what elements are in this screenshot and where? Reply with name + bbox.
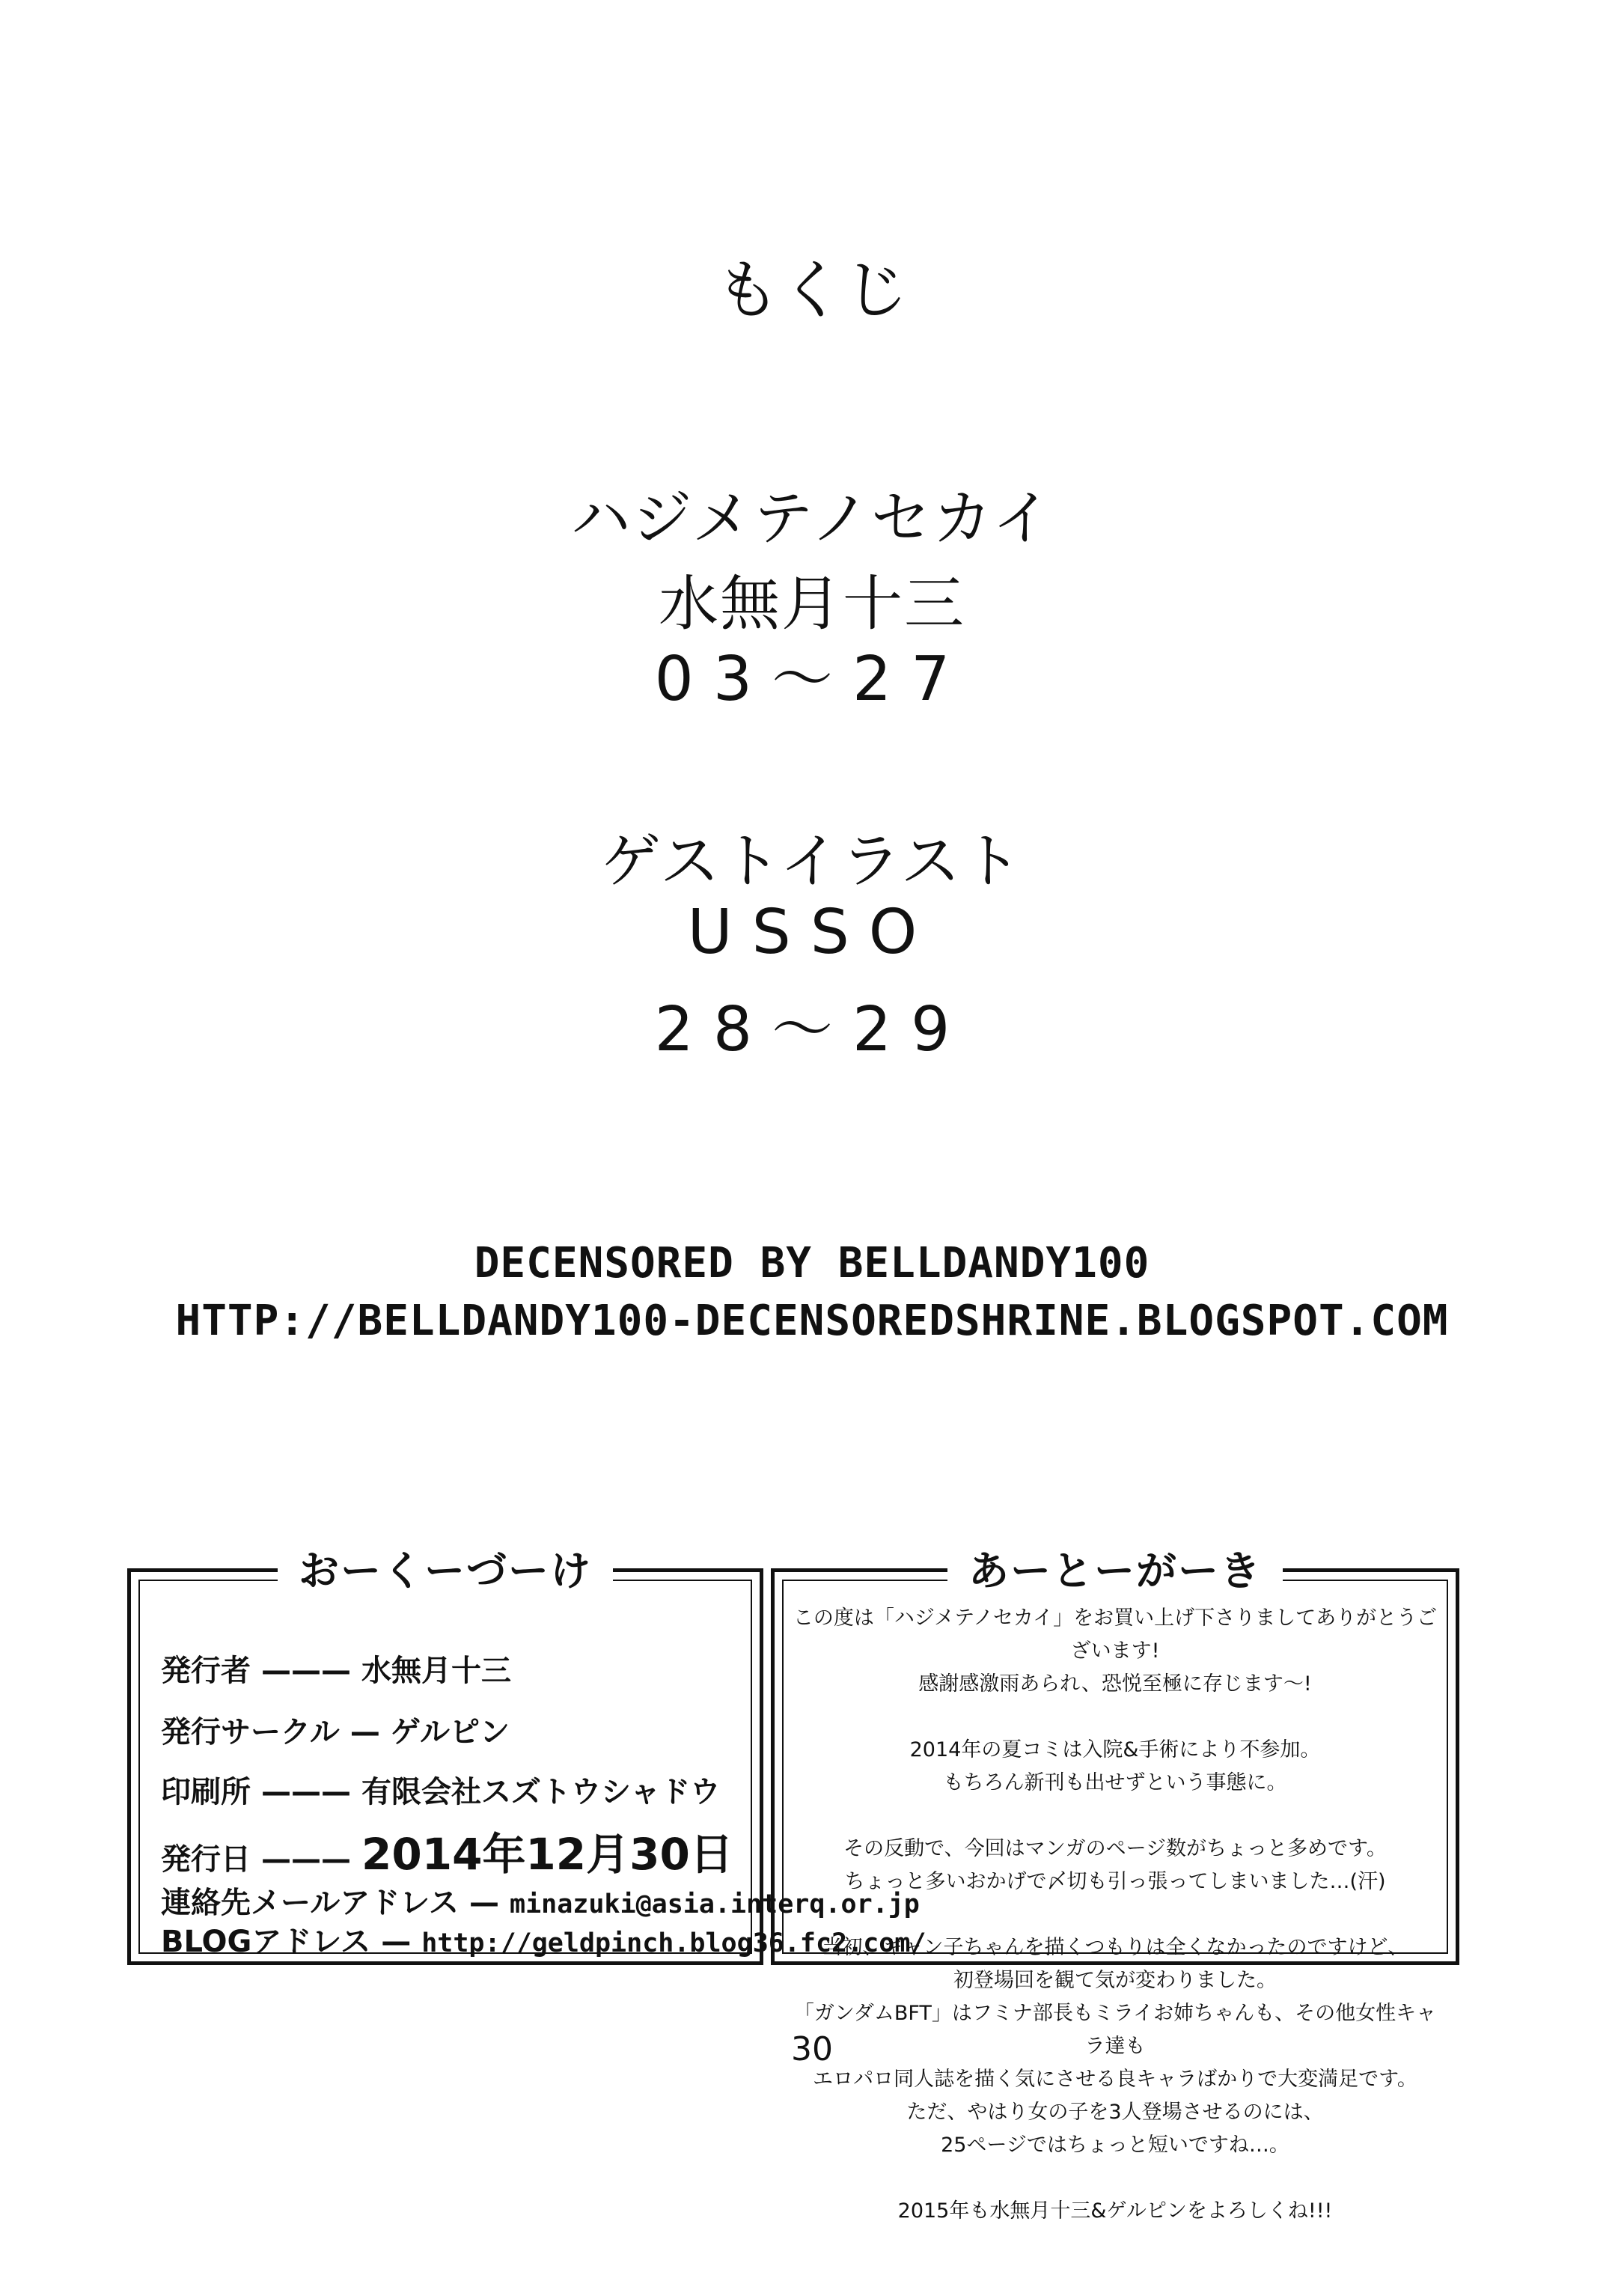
afterword-line: ちょっと多いおかげで〆切も引っ張ってしまいました…(汗) [844, 1870, 1386, 1893]
colophon-value: ゲルピン [390, 1715, 510, 1749]
toc-entry-1-title: ハジメテノセカイ [570, 484, 1054, 553]
colophon-title: おーくーづーけ [278, 1547, 613, 1595]
afterword-line: 当初、ギャン子ちゃんを描くつもりは全くなかったのですけど、 [822, 1936, 1408, 1959]
colophon-value: 水無月十三 [361, 1654, 511, 1688]
afterword-line: 初登場回を観て気が変わりました。 [953, 1969, 1277, 1992]
toc-entry-1-pages: 03～27 [654, 644, 970, 715]
colophon-dash: — [469, 1886, 499, 1920]
colophon-label: 印刷所 [161, 1775, 251, 1809]
colophon-label: BLOGアドレス [161, 1925, 371, 1959]
colophon-dash: ——— [261, 1842, 351, 1877]
colophon-row-date [161, 1819, 733, 1882]
afterword-line: 25ページではちょっと短いですね…。 [941, 2134, 1289, 2157]
colophon-value: http://geldpinch.blog36.fc2.com/ [421, 1928, 927, 1958]
colophon-row-circle [161, 1708, 510, 1751]
colophon-value: 有限会社スズトウシャドウ [361, 1775, 721, 1809]
afterword-line: ただ、やはり女の子を3人登場させるのには、 [906, 2101, 1324, 2124]
credit-line-2: HTTP://BELLDANDY100-DECENSOREDSHRINE.BLOGSPOT.COM [175, 1297, 1449, 1345]
afterword-line [790, 1898, 1441, 1931]
colophon-row-publisher [161, 1647, 511, 1690]
colophon-dash: ——— [261, 1775, 351, 1809]
afterword-line: 「ガンダムBFT」はフミナ部長もミライお姉ちゃんも、その他女性キャラ達も [793, 2002, 1437, 2058]
afterword-title-wrap [775, 1539, 1456, 1597]
colophon-row-printer [161, 1768, 720, 1811]
toc-heading: もくじ [715, 253, 909, 328]
afterword-line [790, 1800, 1441, 1833]
colophon-label: 発行者 [161, 1654, 251, 1688]
colophon-label: 発行日 [161, 1842, 251, 1877]
afterword-line: その反動で、今回はマンガのページ数がちょっと多めです。 [843, 1837, 1387, 1860]
colophon-value: minazuki@asia.interq.or.jp [510, 1889, 920, 1919]
credit-line-1: DECENSORED BY BELLDANDY100 [474, 1239, 1150, 1288]
afterword-line: エロパロ同人誌を描く気にさせる良キャラばかりで大変満足です。 [813, 2068, 1417, 2091]
afterword-line: 2014年の夏コミは入院&手術により不参加。 [909, 1738, 1321, 1761]
page-number: 30 [791, 2030, 833, 2068]
colophon-label: 連絡先メールアドレス [161, 1886, 459, 1920]
afterword-line [790, 1701, 1441, 1734]
toc-entry-2-title: ゲストイラスト [600, 826, 1024, 896]
afterword-line: もちろん新刊も出せずという事態に。 [943, 1771, 1287, 1794]
toc-entry-2-pages: 28～29 [654, 994, 970, 1065]
colophon-value: 2014年12月30日 [361, 1829, 733, 1880]
toc-entry-1-author: 水無月十三 [659, 569, 965, 639]
afterword-title: あーとーがーき [947, 1547, 1283, 1595]
toc-entry-2-author: USSO [687, 897, 937, 968]
colophon-dash: ——— [261, 1654, 351, 1688]
afterword-text [790, 1602, 1441, 2228]
colophon-dash: — [349, 1715, 380, 1749]
colophon-label: 発行サークル [161, 1715, 340, 1749]
colophon-dash: — [381, 1925, 412, 1959]
colophon-box [127, 1547, 927, 1965]
afterword-line: 感謝感激雨あられ、恐悦至極に存じます～! [918, 1672, 1312, 1696]
afterword-line [790, 2162, 1441, 2195]
colophon-title-wrap [131, 1539, 760, 1597]
afterword-line: この度は「ハジメテノセカイ」をお買い上げ下さりましてありがとうございます! [793, 1607, 1438, 1663]
afterword-line: 2015年も水無月十三&ゲルピンをよろしくね!!! [897, 2199, 1333, 2223]
